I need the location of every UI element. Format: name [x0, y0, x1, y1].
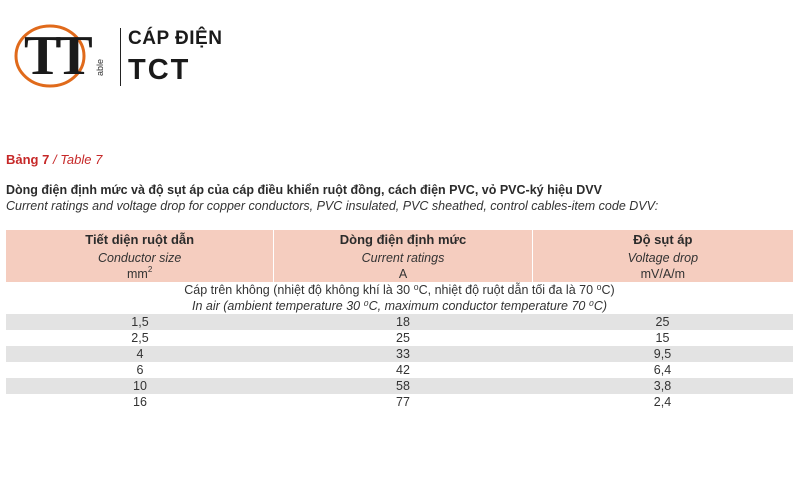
- cell-voltage-drop: 9,5: [653, 347, 672, 361]
- logo-line1: CÁP ĐIỆN: [128, 28, 223, 49]
- cell-conductor-size: 4: [136, 347, 144, 361]
- table-row: [6, 314, 793, 330]
- unit-conductor-size-sup: 2: [147, 265, 153, 274]
- cell-voltage-drop: 3,8: [653, 379, 672, 393]
- brand-logo: [10, 18, 225, 90]
- table-row: [6, 394, 793, 410]
- cell-current-rating: 18: [396, 315, 410, 329]
- cell-current-rating: 58: [396, 379, 410, 393]
- table-label-vi: Bảng 7: [6, 152, 50, 167]
- table-label-separator: /: [49, 152, 61, 167]
- cell-current-rating: 77: [396, 395, 410, 409]
- cell-conductor-size: 2,5: [131, 331, 149, 345]
- table-row: [6, 346, 793, 362]
- logo-mark-text: TT: [24, 25, 87, 87]
- logo-line2: TCT: [128, 54, 191, 86]
- cell-conductor-size: 16: [133, 395, 147, 409]
- unit-conductor-size-base: mm: [127, 267, 148, 281]
- logo-divider: [120, 28, 121, 86]
- cell-current-rating: 42: [396, 363, 410, 377]
- description-en: Current ratings and voltage drop for copper conductors, PVC insulated, PVC sheathed, control cables-item code DVV:: [6, 199, 659, 213]
- logo-mark-suffix: able: [95, 58, 105, 76]
- table-label: [6, 152, 102, 167]
- cell-voltage-drop: 2,4: [653, 395, 672, 409]
- current-ratings-table: [6, 230, 793, 410]
- header-current-ratings-vi: Dòng điện định mức: [274, 230, 532, 250]
- cell-conductor-size: 10: [133, 379, 147, 393]
- table-row: [6, 362, 793, 378]
- cell-current-rating: 25: [396, 331, 410, 345]
- header-voltage-drop-en: Voltage drop: [627, 251, 699, 265]
- table-header-row-units: [6, 266, 793, 282]
- header-current-ratings-en: Current ratings: [274, 250, 532, 266]
- cell-conductor-size: 6: [136, 363, 144, 377]
- section-heading-en: In air (ambient temperature 30 ⁰C, maximum conductor temperature 70 ⁰C): [191, 299, 608, 313]
- cell-voltage-drop: 15: [655, 331, 670, 345]
- table-header-row-vi: [6, 230, 793, 250]
- unit-conductor-size: [6, 266, 274, 282]
- header-conductor-size-en: Conductor size: [6, 250, 274, 266]
- section-heading-vi: Cáp trên không (nhiệt độ không khí là 30 ⁰C, nhiệt độ ruột dẫn tối đa là 70 ⁰C): [184, 283, 615, 297]
- cell-voltage-drop: 6,4: [653, 363, 672, 377]
- table-row: [6, 330, 793, 346]
- header-conductor-size-vi: Tiết diện ruột dẫn: [6, 230, 274, 250]
- unit-voltage-drop: mV/A/m: [640, 267, 686, 281]
- cell-current-rating: 33: [396, 347, 410, 361]
- table-header-row-en: [6, 250, 793, 266]
- cell-voltage-drop: 25: [655, 315, 670, 329]
- cell-conductor-size: 1,5: [131, 315, 149, 329]
- header-voltage-drop-vi: Độ sụt áp: [633, 232, 693, 247]
- table-label-en: Table 7: [60, 152, 103, 167]
- table-row: [6, 378, 793, 394]
- unit-current-ratings: A: [274, 266, 532, 282]
- description-vi: Dòng điện định mức và độ sụt áp của cáp điều khiển ruột đồng, cách điện PVC, vỏ PVC-ký hiệu DVV: [6, 183, 602, 197]
